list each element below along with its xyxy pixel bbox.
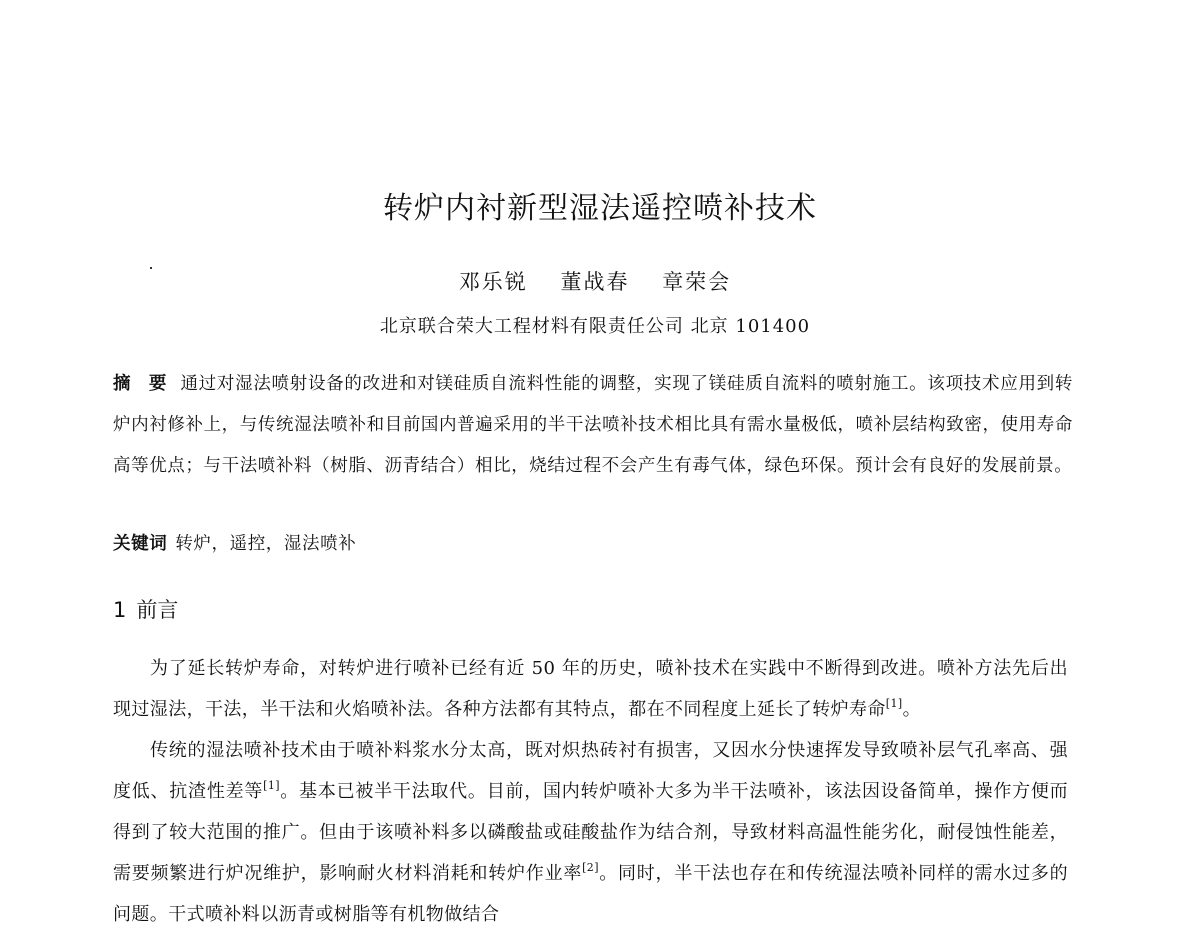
section-title: 前言 bbox=[136, 598, 179, 622]
abstract-text: 通过对湿法喷射设备的改进和对镁硅质自流料性能的调整，实现了镁硅质自流料的喷射施工。该项技术应用到转炉内衬修补上，与传统湿法喷补和目前国内普遍采用的半干法喷补技术相比具有需水量极低，喷补层结构致密，使用寿命高等优点；与干法喷补料（树脂、沥青结合）相比，烧结过程不会产生有毒气体，绿色环保。预计会有良好的发展前景。 bbox=[113, 374, 1073, 476]
section-heading bbox=[113, 594, 178, 624]
citation-ref: [1] bbox=[263, 779, 280, 792]
author-name: 董战春 bbox=[560, 270, 630, 294]
abstract-label: 摘 要 bbox=[113, 374, 173, 394]
paper-title: 转炉内衬新型湿法遥控喷补技术 bbox=[383, 191, 817, 226]
abstract bbox=[113, 364, 1073, 487]
section-number: 1 bbox=[113, 598, 127, 622]
paragraph-text: 。基本已被半干法取代。目前，国内转炉喷补大多为半干法喷补，该法因设备简单，操作方便而得到了较大范围的推广。但由于该喷补料多以磷酸盐或硅酸盐作为结合剂，导致材料高温性能劣化，耐侵蚀性能差，需要频繁进行炉况维护，影响耐火材料消耗和转炉作业率 bbox=[113, 781, 1069, 884]
paragraph bbox=[113, 730, 1068, 935]
paragraph-text: 。同时，半干法也存在和传统湿法喷补同样的需水过多的问题。干式喷补料以沥青或树脂等有机物做结合 bbox=[113, 863, 1069, 925]
paragraph-text: 为了延长转炉寿命，对转炉进行喷补已经有近 50 年的历史，喷补技术在实践中不断得到改进。喷补方法先后出现过湿法，干法，半干法和火焰喷补法。各种方法都有其特点，都在不同程度上延长了转炉寿命 bbox=[113, 658, 1068, 720]
citation-ref: [1] bbox=[885, 697, 903, 710]
body-text bbox=[113, 648, 1068, 935]
author-name: 邓乐锐 bbox=[458, 270, 528, 294]
author-affiliation: 北京联合荣大工程材料有限责任公司 北京 101400 bbox=[379, 316, 811, 337]
paragraph bbox=[113, 648, 1068, 730]
keywords-label: 关键词 bbox=[113, 534, 168, 554]
keywords-text: 转炉，遥控，湿法喷补 bbox=[175, 534, 357, 554]
author-list bbox=[0, 266, 1190, 296]
keywords bbox=[113, 530, 356, 555]
paragraph-text: 。 bbox=[902, 699, 921, 720]
citation-ref: [2] bbox=[582, 861, 599, 874]
paragraph-text: 传统的湿法喷补技术由于喷补料浆水分太高，既对炽热砖衬有损害，又因水分快速挥发导致喷补层气孔率高、强度低、抗渣性差等 bbox=[113, 740, 1068, 802]
author-name: 章荣会 bbox=[662, 270, 732, 294]
